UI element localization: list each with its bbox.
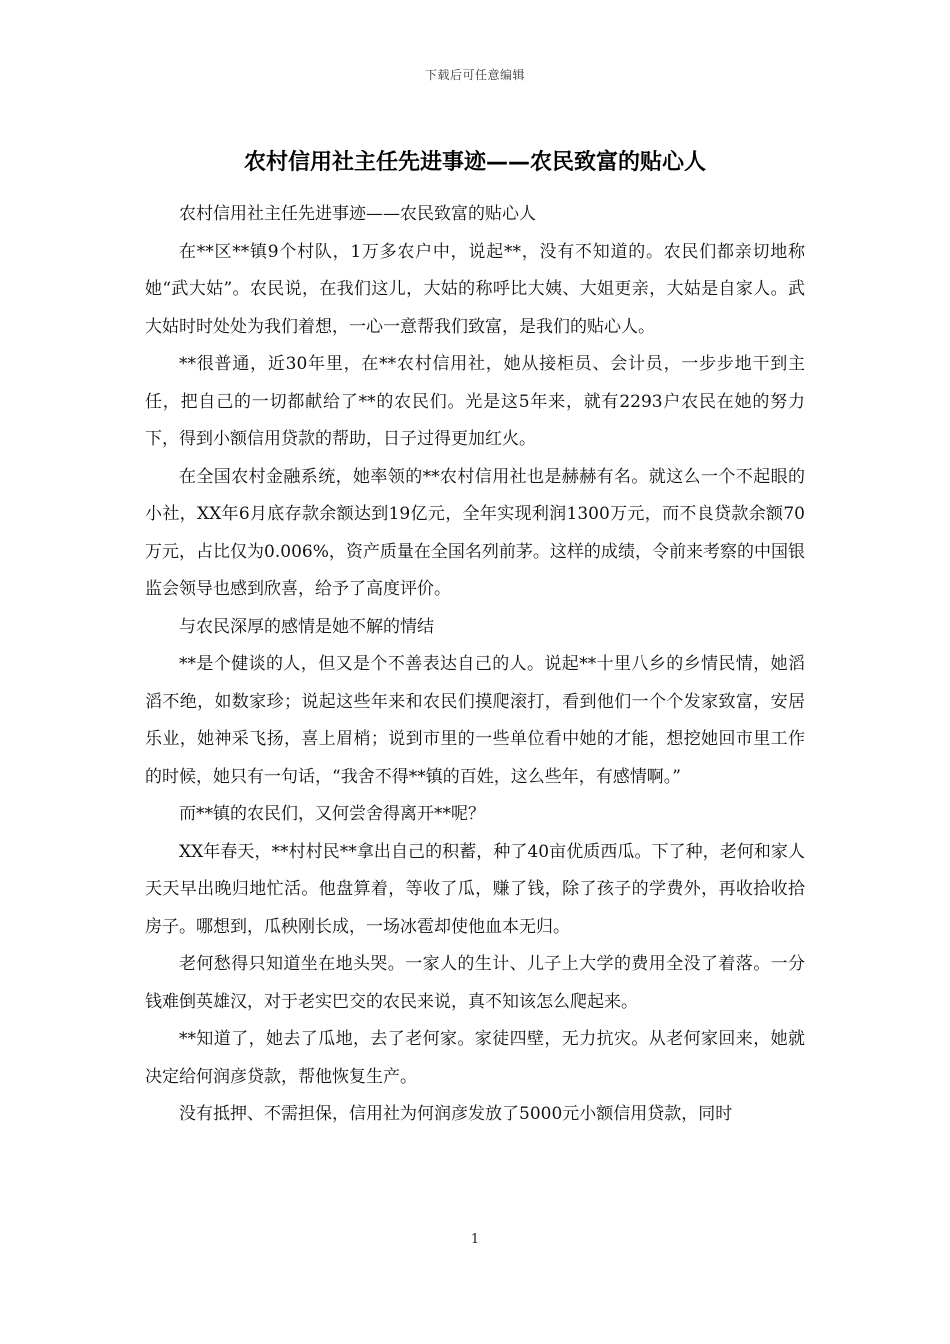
paragraph: 农村信用社主任先进事迹——农民致富的贴心人 (179, 204, 536, 224)
paragraph: **知道了，她去了瓜地，去了老何家。家徒四壁，无力抗灾。从老何家回来，她就决定给何润彦贷款，帮他恢复生产。 (145, 1029, 805, 1087)
section-heading: 与农民深厚的感情是她不解的情结 (179, 616, 434, 637)
paragraph: 在**区**镇9个村队，1万多农户中，说起**，没有不知道的。农民们都亲切地称她“武大姑”。农民说，在我们这儿，大姑的称呼比大姨、大姐更亲，大姑是自家人。武大姑时时处处为我们着想，一心一意帮我们致富，是我们的贴心人。 (145, 241, 805, 337)
paragraph: **是个健谈的人，但又是个不善表达自己的人。说起**十里八乡的乡情民情，她滔滔不绝，如数家珍；说起这些年来和农民们摸爬滚打，看到他们一个个发家致富，安居乐业，她神采飞扬，喜上眉梢；说到市里的一些单位看中她的才能，想挖她回市里工作的时候，她只有一句话，“我舍不得**镇的百姓，这么些年，有感情啊。” (145, 654, 805, 787)
page-number: 1 (470, 1232, 480, 1247)
header-note: 下载后可任意编辑 (424, 68, 525, 82)
document-body (145, 196, 805, 1134)
paragraph: 在全国农村金融系统，她率领的**农村信用社也是赫赫有名。就这么一个不起眼的小社，XX年6月底存款余额达到19亿元，全年实现利润1300万元，而不良贷款余额70万元，占比仅为0.006%，资产质量在全国名列前茅。这样的成绩，令前来考察的中国银监会领导也感到欣喜，给予了高度评价。 (145, 466, 805, 599)
paragraph: 没有抵押、不需担保，信用社为何润彦发放了5000元小额信用贷款，同时 (179, 1104, 733, 1124)
paragraph: XX年春天，**村村民**拿出自己的积蓄，种了40亩优质西瓜。下了种，老何和家人天天早出晚归地忙活。他盘算着，等收了瓜，赚了钱，除了孩子的学费外，再收拾收拾房子。哪想到，瓜秧刚长成，一场冰雹却使他血本无归。 (145, 841, 805, 937)
paragraph: 老何愁得只知道坐在地头哭。一家人的生计、儿子上大学的费用全没了着落。一分钱难倒英雄汉，对于老实巴交的农民来说，真不知该怎么爬起来。 (145, 954, 805, 1012)
document-title: 农村信用社主任先进事迹——农民致富的贴心人 (243, 150, 706, 175)
paragraph: 而**镇的农民们，又何尝舍得离开**呢？ (179, 804, 485, 824)
paragraph: **很普通，近30年里，在**农村信用社，她从接柜员、会计员，一步步地干到主任，把自己的一切都献给了**的农民们。光是这5年来，就有2293户农民在她的努力下，得到小额信用贷款的帮助，日子过得更加红火。 (145, 354, 805, 449)
